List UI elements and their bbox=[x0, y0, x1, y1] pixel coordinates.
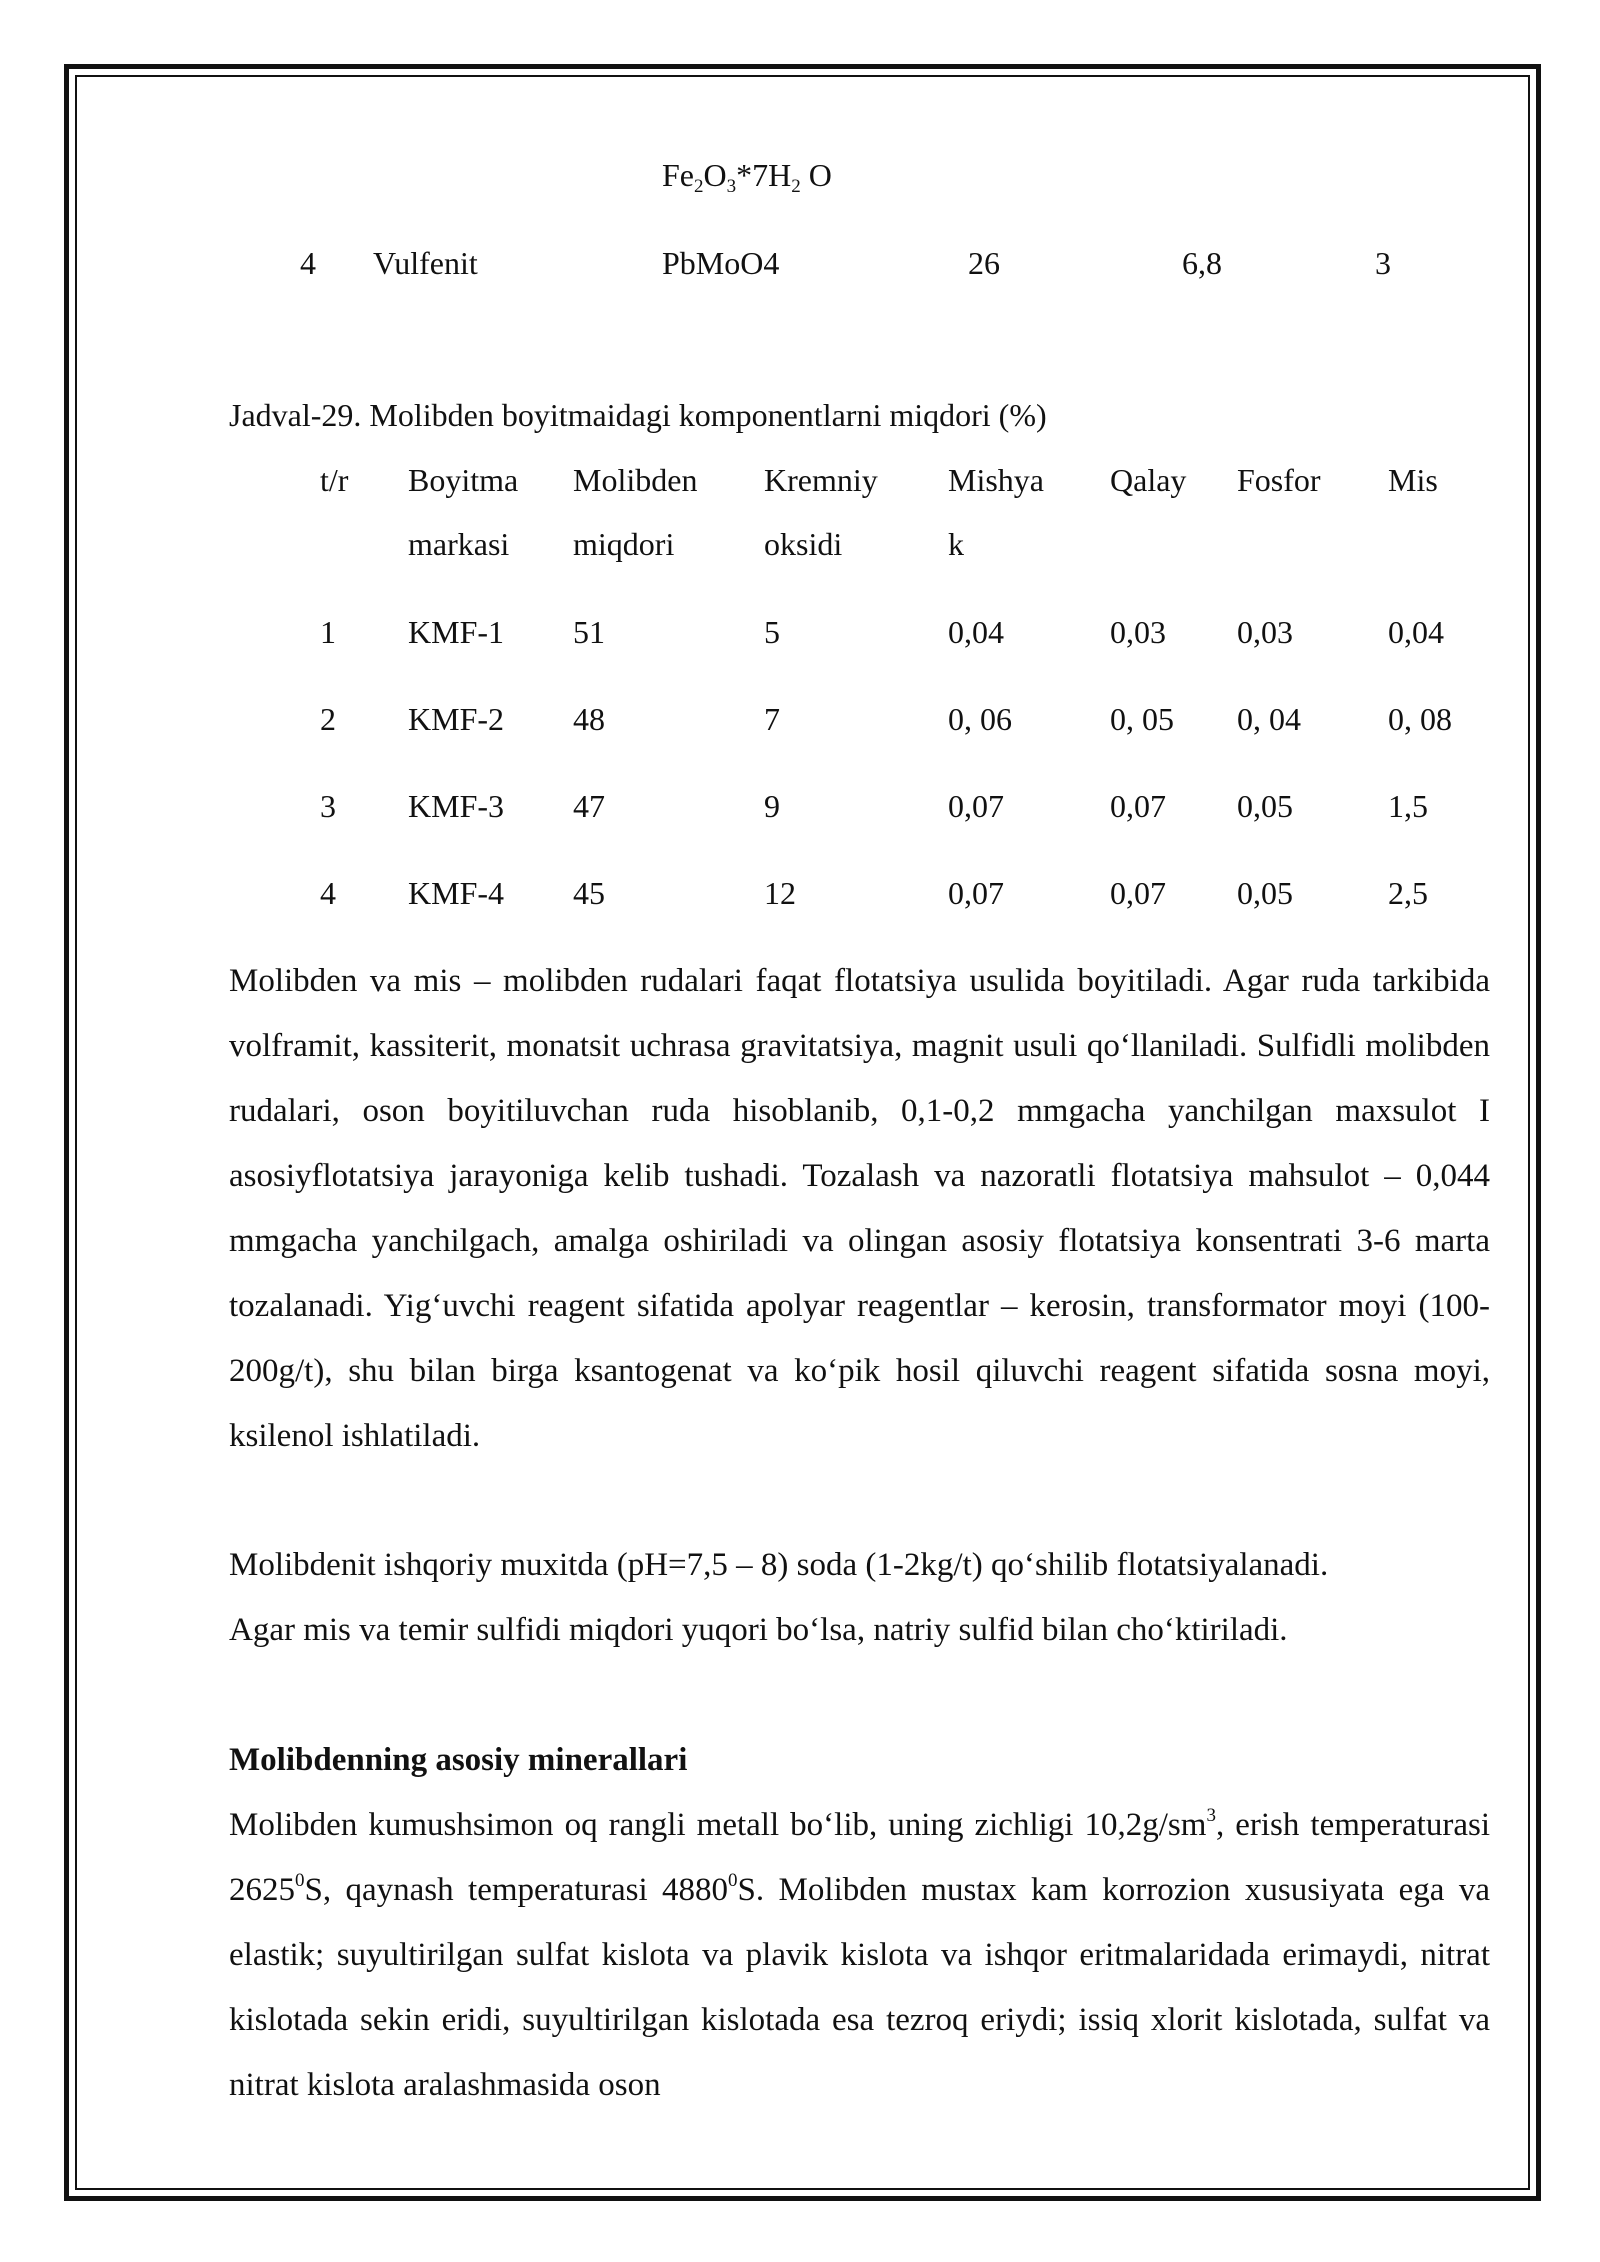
cell: 0,03 bbox=[1110, 614, 1166, 650]
cell: 0,04 bbox=[948, 614, 1004, 650]
cell: 47 bbox=[573, 788, 605, 824]
cell: 2 bbox=[320, 701, 336, 737]
cell: 4 bbox=[320, 875, 336, 911]
cell: 0, 08 bbox=[1388, 701, 1452, 737]
cell: 0,05 bbox=[1237, 788, 1293, 824]
cell: 0,07 bbox=[1110, 875, 1166, 911]
formula-continuation: $Fe_2O_3*7H_2$ O bbox=[662, 157, 832, 197]
header-fosfor: Fosfor bbox=[1237, 462, 1321, 498]
cell: 3 bbox=[320, 788, 336, 824]
mineral-name: Vulfenit bbox=[373, 245, 478, 281]
row-number: 4 bbox=[300, 245, 316, 281]
cell: 0,07 bbox=[1110, 788, 1166, 824]
cell: KMF-3 bbox=[408, 788, 505, 824]
value-1: 26 bbox=[968, 245, 1000, 281]
cell: 48 bbox=[573, 701, 605, 737]
section-heading: Molibdenning asosiy minerallari bbox=[229, 1742, 688, 1778]
cell: 1,5 bbox=[1388, 788, 1428, 824]
cell: 1 bbox=[320, 614, 336, 650]
cell: KMF-1 bbox=[408, 614, 505, 650]
header-mis: Mis bbox=[1388, 462, 1438, 498]
cell: 45 bbox=[573, 875, 605, 911]
value-3: 3 bbox=[1375, 245, 1391, 281]
paragraph-molibdenit bbox=[229, 1533, 1490, 1663]
paragraph-properties bbox=[229, 1793, 1490, 2118]
mineral-formula: PbMoO4 bbox=[662, 245, 780, 281]
cell: 0, 04 bbox=[1237, 701, 1301, 737]
cell: 7 bbox=[764, 701, 780, 737]
paragraph-line: Agar mis va temir sulfidi miqdori yuqori bo‘lsa, natriy sulfid bilan cho‘ktiriladi. bbox=[229, 1612, 1288, 1648]
header-mishyak: Mishya k bbox=[948, 462, 1044, 562]
value-2: 6,8 bbox=[1182, 245, 1222, 281]
cell: 0,07 bbox=[948, 875, 1004, 911]
cell: 0,05 bbox=[1237, 875, 1293, 911]
cell: 5 bbox=[764, 614, 780, 650]
cell: 12 bbox=[764, 875, 796, 911]
cell: KMF-4 bbox=[408, 875, 505, 911]
cell: 2,5 bbox=[1388, 875, 1428, 911]
cell: 0,07 bbox=[948, 788, 1004, 824]
paragraph-flotation bbox=[229, 949, 1490, 1469]
cell: 0,04 bbox=[1388, 614, 1444, 650]
paragraph-text: Molibden va mis – molibden rudalari faqat flotatsiya usulida boyitiladi. Agar ruda tarkibida volframit, kassiterit, monatsit uchrasa gravitatsiya, magnit usuli qo‘llaniladi. Sulfidli molibden rudalari, oson boyitiluvchan ruda hisoblanib, 0,1-0,2 mmgacha yanchilgan maxsulot I asosiyflotatsiya jarayoniga kelib tushadi. Tozalash va nazoratli flotatsiya mahsulot – 0,044 mmgacha yanchilgach, amalga oshiriladi va olingan asosiy flotatsiya konsentrati 3-6 marta tozalanadi. Yig‘uvchi reagent sifatida apolyar reagentlar – kerosin, transformator moyi (100-200g/t), shu bilan birga ksantogenat va ko‘pik hosil qiluvchi reagent sifatida sosna moyi, ksilenol ishlatiladi. bbox=[229, 963, 1490, 1454]
cell: KMF-2 bbox=[408, 701, 505, 737]
cell: 0, 05 bbox=[1110, 701, 1174, 737]
header-kremniy: Kremniy oksidi bbox=[764, 462, 878, 562]
paragraph-text: Molibden kumushsimon oq rangli metall bo‘lib, uning zichligi $10,2g/sm^3$, erish temperaturasi 2625$^0$S, qaynash temperaturasi 4880$^0$S. Molibden mustax kam korrozion xususiyata ega va elastik; suyultirilgan sulfat kislota va plavik kislota va ishqor eritmalaridada erimaydi, nitrat kislotada sekin eridi, suyultirilgan kislotada esa tezroq eriydi; issiq xlorit kislotada, sulfat va nitrat kislota aralashmasida oson bbox=[229, 1805, 1491, 2103]
header-molibden: Molibden miqdori bbox=[573, 462, 698, 562]
cell: 51 bbox=[573, 614, 605, 650]
cell: 9 bbox=[764, 788, 780, 824]
header-boyitma: Boyitma markasi bbox=[408, 462, 519, 562]
header-tr: t/r bbox=[320, 462, 349, 498]
paragraph-line: Molibdenit ishqoriy muxitda (pH=7,5 – 8) soda (1-2kg/t) qo‘shilib flotatsiyalanadi. bbox=[229, 1547, 1329, 1583]
table-caption: Jadval-29. Molibden boyitmaidagi komponentlarni miqdori (%) bbox=[229, 397, 1047, 433]
cell: 0, 06 bbox=[948, 701, 1012, 737]
header-qalay: Qalay bbox=[1110, 462, 1187, 498]
cell: 0,03 bbox=[1237, 614, 1293, 650]
